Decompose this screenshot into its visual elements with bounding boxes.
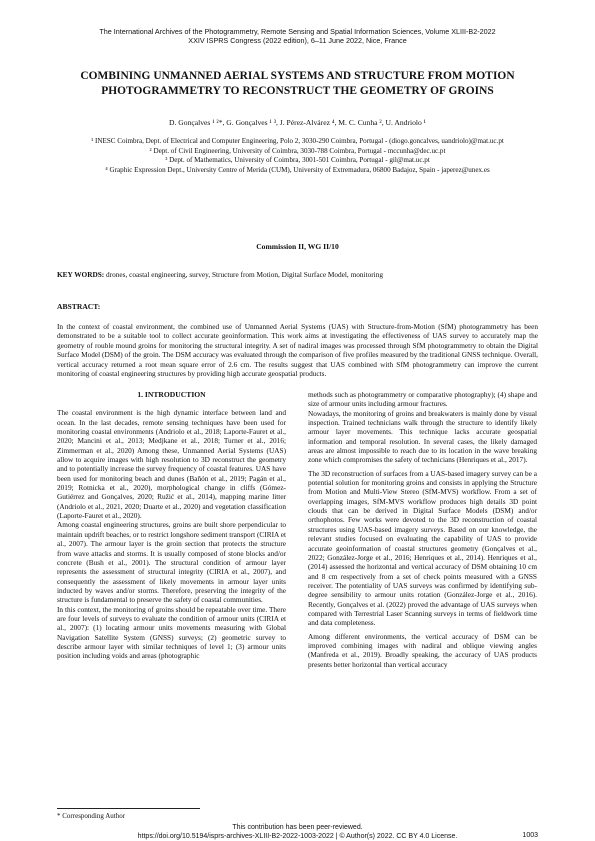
- right-column: [308, 390, 537, 669]
- title-line-2: PHOTOGRAMMETRY TO RECONSTRUCT THE GEOMETRY OF GROINS: [101, 85, 494, 97]
- section-heading-introduction: 1. INTRODUCTION: [137, 390, 206, 399]
- affiliation-3: ³ Dept. of Mathematics, University of Coimbra, 3001-501 Coimbra, Portugal - gil@mat.uc.pt: [165, 156, 430, 164]
- abstract-heading: ABSTRACT:: [57, 302, 101, 311]
- keywords-label: KEY WORDS:: [57, 270, 105, 279]
- paragraph: The coastal environment is the high dynamic interface between land and ocean. In the last decades, remote sensing techniques have been used for monitoring coastal environments (Andriolo et al., 2018; Laporte-Fauret et al., 2020; Mancini et al., 2013; Medjkane et al., 2018; Turner et al., 2016; Zimmerman et al., 2020) Among these, Unmanned Aerial Systems (UAS) allow to acquire images with high resolution to 3D reconstruct the geometry and to potentially increase the survey frequency of coastal features. UAS have been used for monitoring beach and dunes (Bañón et al., 2019; Pagán et al., 2019; Rotnicka et al., 2020), morphological change in cliffs (Gómez-Gutiérrez and Gonçalves, 2020; Ružić et al., 2014), mapping marine litter (Andriolo et al., 2021, 2020; Duarte et al., 2020) and vegetation classification (Laporte-Fauret et al., 2020).: [57, 408, 286, 521]
- footer-doi-license[interactable]: https://doi.org/10.5194/isprs-archives-XLIII-B2-2022-1003-2022 | © Author(s) 2022. CC BY 4.0 License.: [137, 833, 458, 840]
- keywords-text: drones, coastal engineering, survey, Structure from Motion, Digital Surface Model, monitoring: [104, 270, 384, 279]
- paragraph: The 3D reconstruction of surfaces from a UAS-based imagery survey can be a potential solution for monitoring groins and consists in applying the Structure from Motion and Multi-View Stereo (SfM-MVS) workflow. From a set of overlapping images, SfM-MVS workflow produces high details 3D point clouds that can be derived in Digital Surface Models (DSM) and/or orthophotos. Few works were devoted to the 3D reconstruction of coastal structures using UAS-based imagery surveys. Based on our knowledge, the relevant studies focused on evaluating the capability of UAS to provide accurate geoinformation of coastal structures geometry (Gonçalves et al., 2022; González-Jorge et al., 2016; Henriques et al., 2014). Henriques et al., (2014) assessed the horizontal and vertical accuracy of DSM obtaining 10 cm and 8 cm respectively from a set of check points measured with a GNSS receiver. The potentiality of UAS surveys was confirmed by identifying sub-degree sensibility to armour units rotation (González-Jorge et al., 2016). Recently, Gonçalves et al. (2022) proved the advantage of UAS surveys when compared with Terrestrial Laser Scanning surveys in terms of fieldwork time and data completeness.: [308, 468, 537, 628]
- affiliation-2: ² Dept. of Civil Engineering, University of Coimbra, 3030-788 Coimbra, Portugal - mccunha@dec.uc.pt: [149, 146, 446, 155]
- header-line-1: The International Archives of the Photogrammetry, Remote Sensing and Spatial Information Sciences, Volume XLIII-B2-2022: [99, 27, 496, 36]
- paragraph: In this context, the monitoring of groins should be repeatable over time. There are four levels of surveys to evaluate the condition of armour units (CIRIA et al., 2007): (1) locating armour units movements measuring with Global Navigation Satellite System (GNSS) surveys; (2) geometric survey to describe armour layer with similar techniques of level 1; (3) armour units position including voids and areas (photographic: [57, 604, 286, 661]
- commission-label: Commission II, WG II/10: [256, 242, 339, 251]
- header-line-2: XXIV ISPRS Congress (2022 edition), 6–11 June 2022, Nice, France: [188, 36, 407, 45]
- page-footer: [40, 823, 555, 841]
- author-list: D. Gonçalves ¹ ²*, G. Gonçalves ¹ ³, J. Pérez-Alvárez ⁴, M. C. Cunha ², U. Andriolo ¹: [169, 118, 426, 127]
- affiliation-4: ⁴ Graphic Expression Dept., University Centre of Merida (CUM), University of Extremadura, 06800 Badajoz, Spain - japerez@unex.es: [105, 165, 490, 174]
- footnote-divider: [57, 808, 200, 809]
- paragraph: Nowadays, the monitoring of groins and breakwaters is mainly done by visual inspection. Trained technicians walk through the structure to identify likely armour layer movements. This technique lacks accurate geospatial information and temporal resolution. In several cases, the likely damaged areas are almost impossible to reach due to its location in the wave breaking zone which compromises the safety of technicians (Henriques et al., 2017).: [308, 408, 537, 465]
- left-column: [57, 390, 286, 661]
- footer-peer-review: This contribution has been peer-reviewed.: [232, 824, 363, 831]
- affiliation-1: ¹ INESC Coimbra, Dept. of Electrical and Computer Engineering, Polo 2, 3030-290 Coimbra, Portugal - (diogo.goncalves, uandriolo)@mat.uc.pt: [91, 137, 504, 145]
- running-header: [40, 27, 555, 45]
- affiliations: [70, 137, 525, 175]
- paper-title: [40, 69, 555, 99]
- paragraph: methods such as photogrammetry or comparative photography); (4) shape and size of armour units including armour fractures.: [308, 390, 537, 409]
- page-number: 1003: [522, 832, 538, 839]
- paragraph: Among coastal engineering structures, groins are built shore perpendicular to maintain updrift beaches, or to restrict longshore sediment transport (CIRIA et al., 2007). The armour layer is the groin section that protects the structure from wave attacks and storms. It is usually composed of stone blocks and/or concrete (Bush et al., 2001). The structural condition of armour layer represents the assessment of structural integrity (CIRIA et al., 2007), and consequently the assessment of likely movements in armour layer units inducted by waves and/or storms. Therefore, preserving the integrity of the structure is fundamental to preserve the safety of coastal communities.: [57, 520, 286, 605]
- paragraph: Among different environments, the vertical accuracy of DSM can be improved combining images with nadiral and oblique viewing angles (Manfreda et al., 2019). Broadly speaking, the accuracy of UAS products presents better horizontal than vertical accuracy: [308, 631, 537, 669]
- keywords: [57, 270, 538, 279]
- title-line-1: COMBINING UNMANNED AERIAL SYSTEMS AND STRUCTURE FROM MOTION: [80, 70, 515, 82]
- abstract-text: In the context of coastal environment, the combined use of Unmanned Aerial Systems (UAS) with Structure-from-Motion (SfM) photogrammetry has been demonstrated to be a suitable tool to collect accurate geoinformation. This work aims at investigating the effectiveness of UAS survey to accurately map the geometry of rouble mound groins for monitoring the structural integrity. A set of nadiral images was processed through SfM photogrammetry to obtain the Digital Surface Model (DSM) of the groin. The DSM accuracy was evaluated through the comparison of five profiles measured by the traditional GNSS technique. Overall, vertical accuracy returned a root mean square error of 2.6 cm. The results suggest that UAS combined with SfM photogrammetry can improve the current monitoring of coastal engineering structures by providing high accurate geospatial products.: [57, 322, 538, 379]
- footnote-corresponding-author: * Corresponding Author: [57, 812, 126, 820]
